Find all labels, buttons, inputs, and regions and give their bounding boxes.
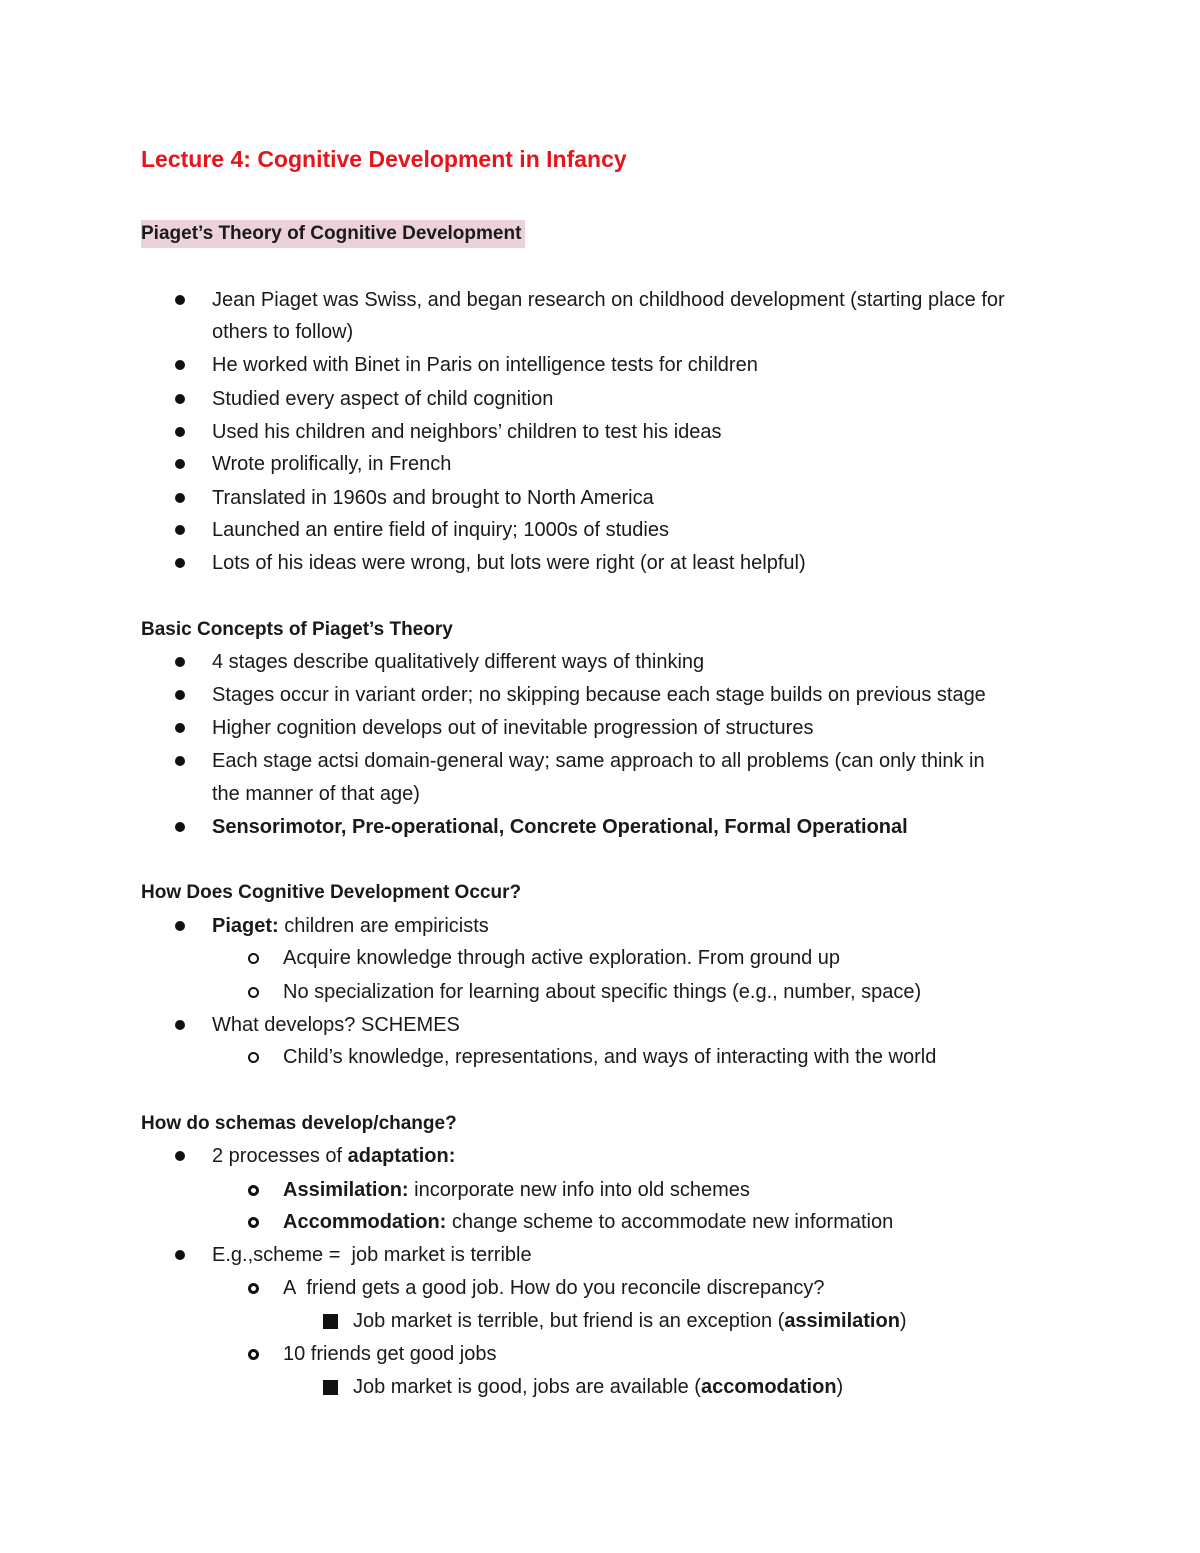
section-heading-how-development-occurs: How Does Cognitive Development Occur? bbox=[141, 882, 522, 903]
sub-list-item: No specialization for learning about specific things (e.g., number, space) bbox=[283, 978, 921, 1006]
sub-list-item: Child’s knowledge, representations, and ways of interacting with the world bbox=[283, 1043, 936, 1071]
list-item: Stages occur in variant order; no skipping because each stage builds on previous stage bbox=[212, 681, 986, 709]
bullet-dot-icon bbox=[175, 493, 185, 503]
bullet-circle-icon bbox=[248, 1217, 259, 1228]
list-item: Jean Piaget was Swiss, and began research on childhood development (starting place for bbox=[212, 286, 1005, 314]
bullet-circle-icon bbox=[248, 953, 259, 964]
bullet-square-icon bbox=[323, 1314, 338, 1329]
sub-list-item: 10 friends get good jobs bbox=[283, 1340, 497, 1368]
sub-list-item: A friend gets a good job. How do you reconcile discrepancy? bbox=[283, 1274, 824, 1302]
section-heading-basic-concepts: Basic Concepts of Piaget’s Theory bbox=[141, 619, 453, 640]
bullet-dot-icon bbox=[175, 427, 185, 437]
bullet-dot-icon bbox=[175, 822, 185, 832]
bullet-dot-icon bbox=[175, 756, 185, 766]
list-item: Sensorimotor, Pre-operational, Concrete Operational, Formal Operational bbox=[212, 813, 908, 841]
bullet-dot-icon bbox=[175, 921, 185, 931]
bullet-square-icon bbox=[323, 1380, 338, 1395]
list-item: Lots of his ideas were wrong, but lots were right (or at least helpful) bbox=[212, 549, 806, 577]
bullet-dot-icon bbox=[175, 1151, 185, 1161]
bullet-dot-icon bbox=[175, 295, 185, 305]
bullet-circle-icon bbox=[248, 987, 259, 998]
bullet-dot-icon bbox=[175, 459, 185, 469]
bullet-circle-icon bbox=[248, 1349, 259, 1360]
bullet-circle-icon bbox=[248, 1283, 259, 1294]
bullet-dot-icon bbox=[175, 1250, 185, 1260]
bullet-circle-icon bbox=[248, 1052, 259, 1063]
section-heading-schemas: How do schemas develop/change? bbox=[141, 1113, 457, 1134]
sub-list-item: Acquire knowledge through active exploration. From ground up bbox=[283, 944, 840, 972]
bullet-dot-icon bbox=[175, 723, 185, 733]
list-item: Wrote prolifically, in French bbox=[212, 450, 451, 478]
list-item: 2 processes of adaptation: bbox=[212, 1142, 455, 1170]
sub-sub-list-item: Job market is good, jobs are available (accomodation) bbox=[353, 1373, 843, 1401]
list-item: Launched an entire field of inquiry; 1000s of studies bbox=[212, 516, 669, 544]
sub-sub-list-item: Job market is terrible, but friend is an exception (assimilation) bbox=[353, 1307, 907, 1335]
bullet-dot-icon bbox=[175, 558, 185, 568]
bullet-circle-icon bbox=[248, 1185, 259, 1196]
section-heading-piaget-theory: Piaget’s Theory of Cognitive Development bbox=[141, 220, 525, 248]
sub-list-item: Accommodation: change scheme to accommodate new information bbox=[283, 1208, 893, 1236]
list-item: He worked with Binet in Paris on intelligence tests for children bbox=[212, 351, 758, 379]
bullet-dot-icon bbox=[175, 1020, 185, 1030]
list-item: Higher cognition develops out of inevitable progression of structures bbox=[212, 714, 813, 742]
list-item: Translated in 1960s and brought to North America bbox=[212, 484, 654, 512]
list-item: Used his children and neighbors’ children to test his ideas bbox=[212, 418, 722, 446]
list-item: Each stage actsi domain-general way; same approach to all problems (can only think in bbox=[212, 747, 985, 775]
list-item: 4 stages describe qualitatively different ways of thinking bbox=[212, 648, 704, 676]
page-title: Lecture 4: Cognitive Development in Infancy bbox=[141, 146, 627, 172]
list-item-continuation: others to follow) bbox=[212, 321, 354, 343]
bullet-dot-icon bbox=[175, 525, 185, 535]
bullet-dot-icon bbox=[175, 690, 185, 700]
list-item: What develops? SCHEMES bbox=[212, 1011, 460, 1039]
list-item: Studied every aspect of child cognition bbox=[212, 385, 553, 413]
list-item: Piaget: children are empiricists bbox=[212, 912, 489, 940]
list-item: E.g.,scheme = job market is terrible bbox=[212, 1241, 532, 1269]
bullet-dot-icon bbox=[175, 657, 185, 667]
sub-list-item: Assimilation: incorporate new info into old schemes bbox=[283, 1176, 750, 1204]
bullet-dot-icon bbox=[175, 394, 185, 404]
list-item-continuation: the manner of that age) bbox=[212, 783, 420, 805]
bullet-dot-icon bbox=[175, 360, 185, 370]
